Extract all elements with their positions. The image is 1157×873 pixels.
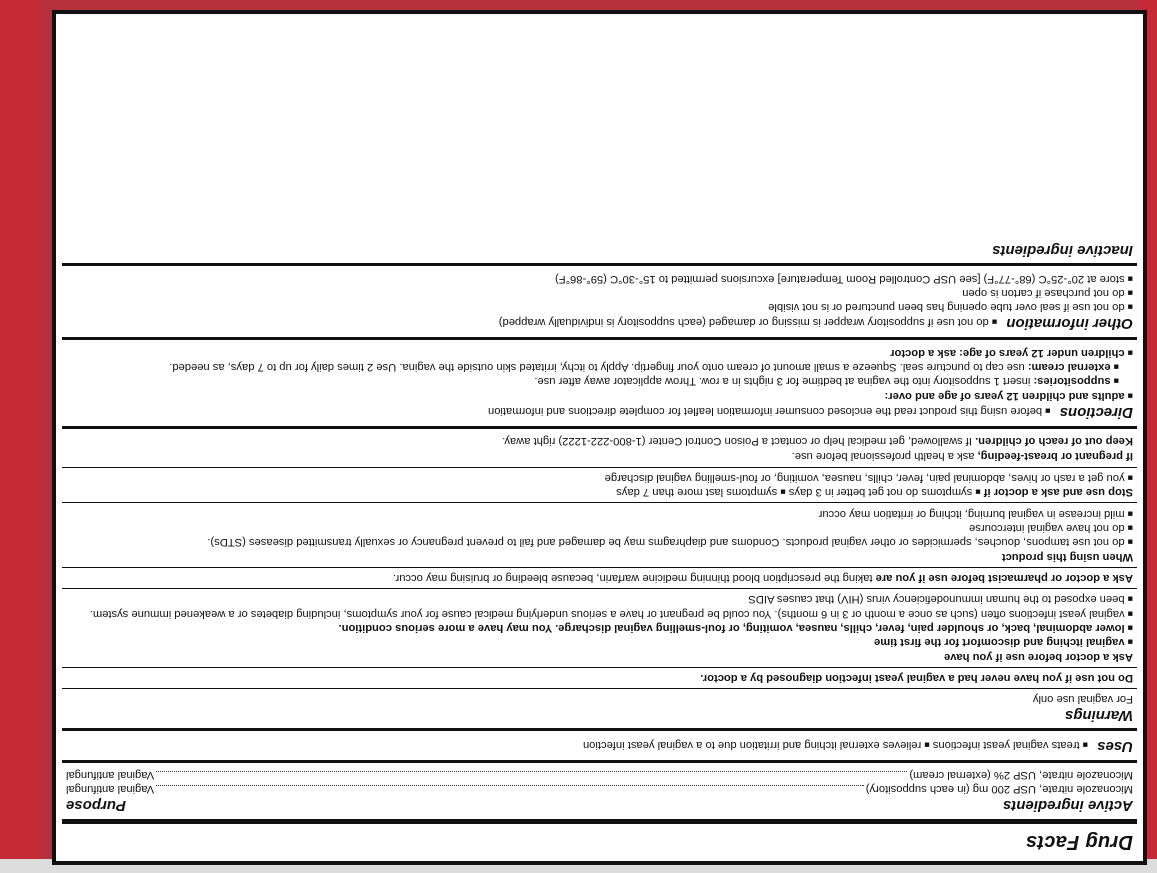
- list-item: ■suppositories: insert 1 suppository into the vagina at bedtime for 3 nights in a row. Throw applicator away after use.: [534, 375, 1119, 388]
- do-not-use-warning: Do not use if you have never had a vaginal yeast infection diagnosed by a doctor.: [62, 667, 1137, 688]
- uses-section: Uses ■treats vaginal yeast infections ■relieves external itching and irritation due to a vaginal yeast infection: [62, 728, 1137, 759]
- active-ingredient-row: Miconazole nitrate, USP 2% (external cream) Vaginal antifungal: [66, 768, 1133, 781]
- list-item: ■do not purchase if carton is open: [962, 286, 1133, 299]
- list-item: ■external cream: use cap to puncture seal. Squeeze a small amount of cream onto your fingertip. Apply to itchy, irritated skin outside the vagina. Use 2 times daily for up to 7 days, as needed.: [169, 361, 1119, 374]
- list-item: ■you get a rash or hives, abdominal pain, fever, chills, nausea, vomiting, or foul-smelling vaginal discharge: [604, 471, 1133, 484]
- active-ingredient-row: Miconazole nitrate, USP 200 mg (in each suppository) Vaginal antifungal: [66, 783, 1133, 796]
- list-item: ■adults and children 12 years of age and over:: [884, 389, 1133, 402]
- purpose-heading: Purpose: [66, 797, 127, 815]
- ask-pharmacist-block: Ask a doctor or pharmacist before use if you are taking the prescription blood thinning medicine warfarin, because bleeding or bruising may occur.: [62, 567, 1137, 588]
- vaginal-use-only: For vaginal use only: [1032, 693, 1133, 706]
- pregnancy-and-children-block: If pregnant or breast-feeding, ask a health professional before use. Keep out of reach of children. If swallowed, get medical help or contact a Poison Control Center (1-800-222-1222) right away.: [62, 426, 1137, 467]
- bullet-icon: ■: [1082, 739, 1089, 750]
- list-item: ■lower abdominal, back, or shoulder pain, fever, chills, nausea, vomiting, or foul-smelling vaginal discharge. You may have a more serious condition.: [338, 621, 1133, 634]
- directions-section: Directions ■before using this product read the enclosed consumer information leaflet for complete directions and information ■adults and children 12 years of age and over: ■suppositories: insert 1 suppository into the vagina at bedtime for 3 nights in a row. Throw applicator away after use. ■external cream: use cap to puncture seal. Squeeze a small amount of cream onto your fingertip. Apply to itchy, irritated skin outside the vagina. Use 2 times daily for up to 7 days, as needed. ■children under 12 years of age: ask a doctor: [62, 337, 1137, 426]
- drug-facts-label: [52, 10, 1147, 865]
- red-background-left: [0, 0, 40, 873]
- list-item: ■vaginal itching and discomfort for the first time: [874, 636, 1133, 649]
- list-item: ■children under 12 years of age: ask a doctor: [890, 346, 1133, 359]
- when-using-block: When using this product ■do not use tampons, douches, spermicides or other vaginal products. Condoms and diaphragms may be damaged and fail to prevent pregnancy or sexually transmitted diseases (STDs). ■do not have vaginal intercourse ■mild increase in vaginal burning, itching or irritation may occur: [62, 502, 1137, 566]
- inactive-ingredients-section: [62, 238, 1137, 263]
- drug-facts-title: Drug Facts: [62, 819, 1137, 856]
- list-item: ■do not use tampons, douches, spermicides or other vaginal products. Condoms and diaphragms may be damaged and fail to prevent pregnancy or sexually transmitted diseases (STDs).: [207, 536, 1133, 549]
- bullet-icon: ■: [924, 739, 930, 750]
- list-item: ■store at 20°-25°C (68°-77°F) [see USP Controlled Room Temperature] excursions permitted to 15°-30°C (59°-86°F): [555, 272, 1133, 285]
- uses-heading: Uses: [1097, 737, 1133, 755]
- list-item: ■vaginal yeast infections often (such as once a month or 3 in 6 months). You could be pregnant or have a serious underlying medical cause for your symptoms, including diabetes or a weakened immune system.: [89, 607, 1133, 620]
- list-item: ■do not use if seal over tube opening has been punctured or is not visible: [768, 301, 1133, 314]
- active-ingredients-section: [62, 760, 1137, 820]
- list-item: ■mild increase in vaginal burning, itching or irritation may occur: [818, 507, 1133, 520]
- warnings-heading: Warnings: [1064, 707, 1133, 725]
- list-item: ■been exposed to the human immunodeficiency virus (HIV) that causes AIDS: [748, 593, 1133, 606]
- stop-use-block: Stop use and ask a doctor if ■symptoms do not get better in 3 days ■symptoms last more than 7 days ■you get a rash or hives, abdominal pain, fever, chills, nausea, vomiting, or foul-smelling vaginal discharge: [62, 467, 1137, 503]
- warnings-section: [62, 426, 1137, 728]
- other-information-heading: Other information: [1006, 315, 1133, 333]
- directions-heading: Directions: [1059, 403, 1133, 421]
- other-information-section: Other information ■do not use if suppository wrapper is missing or damaged (each suppository is individually wrapped) ■do not use if seal over tube opening has been punctured or is not visible ■do not purchase if carton is open ■store at 20°-25°C (68°-77°F) [see USP Controlled Room Temperature] excursions permitted to 15°-30°C (59°-86°F): [62, 263, 1137, 337]
- active-ingredients-heading: Active ingredients: [1002, 797, 1133, 815]
- inactive-ingredients-heading: Inactive ingredients: [992, 242, 1133, 260]
- ask-doctor-block: Ask a doctor before use if you have ■vaginal itching and discomfort for the first time ■lower abdominal, back, or shoulder pain, fever, chills, nausea, vomiting, or foul-smelling vaginal discharge. You may have a more serious condition. ■vaginal yeast infections often (such as once a month or 3 in 6 months). You could be pregnant or have a serious underlying medical cause for your symptoms, including diabetes or a weakened immune system. ■been exposed to the human immunodeficiency virus (HIV) that causes AIDS: [62, 588, 1137, 667]
- list-item: ■do not have vaginal intercourse: [969, 521, 1133, 534]
